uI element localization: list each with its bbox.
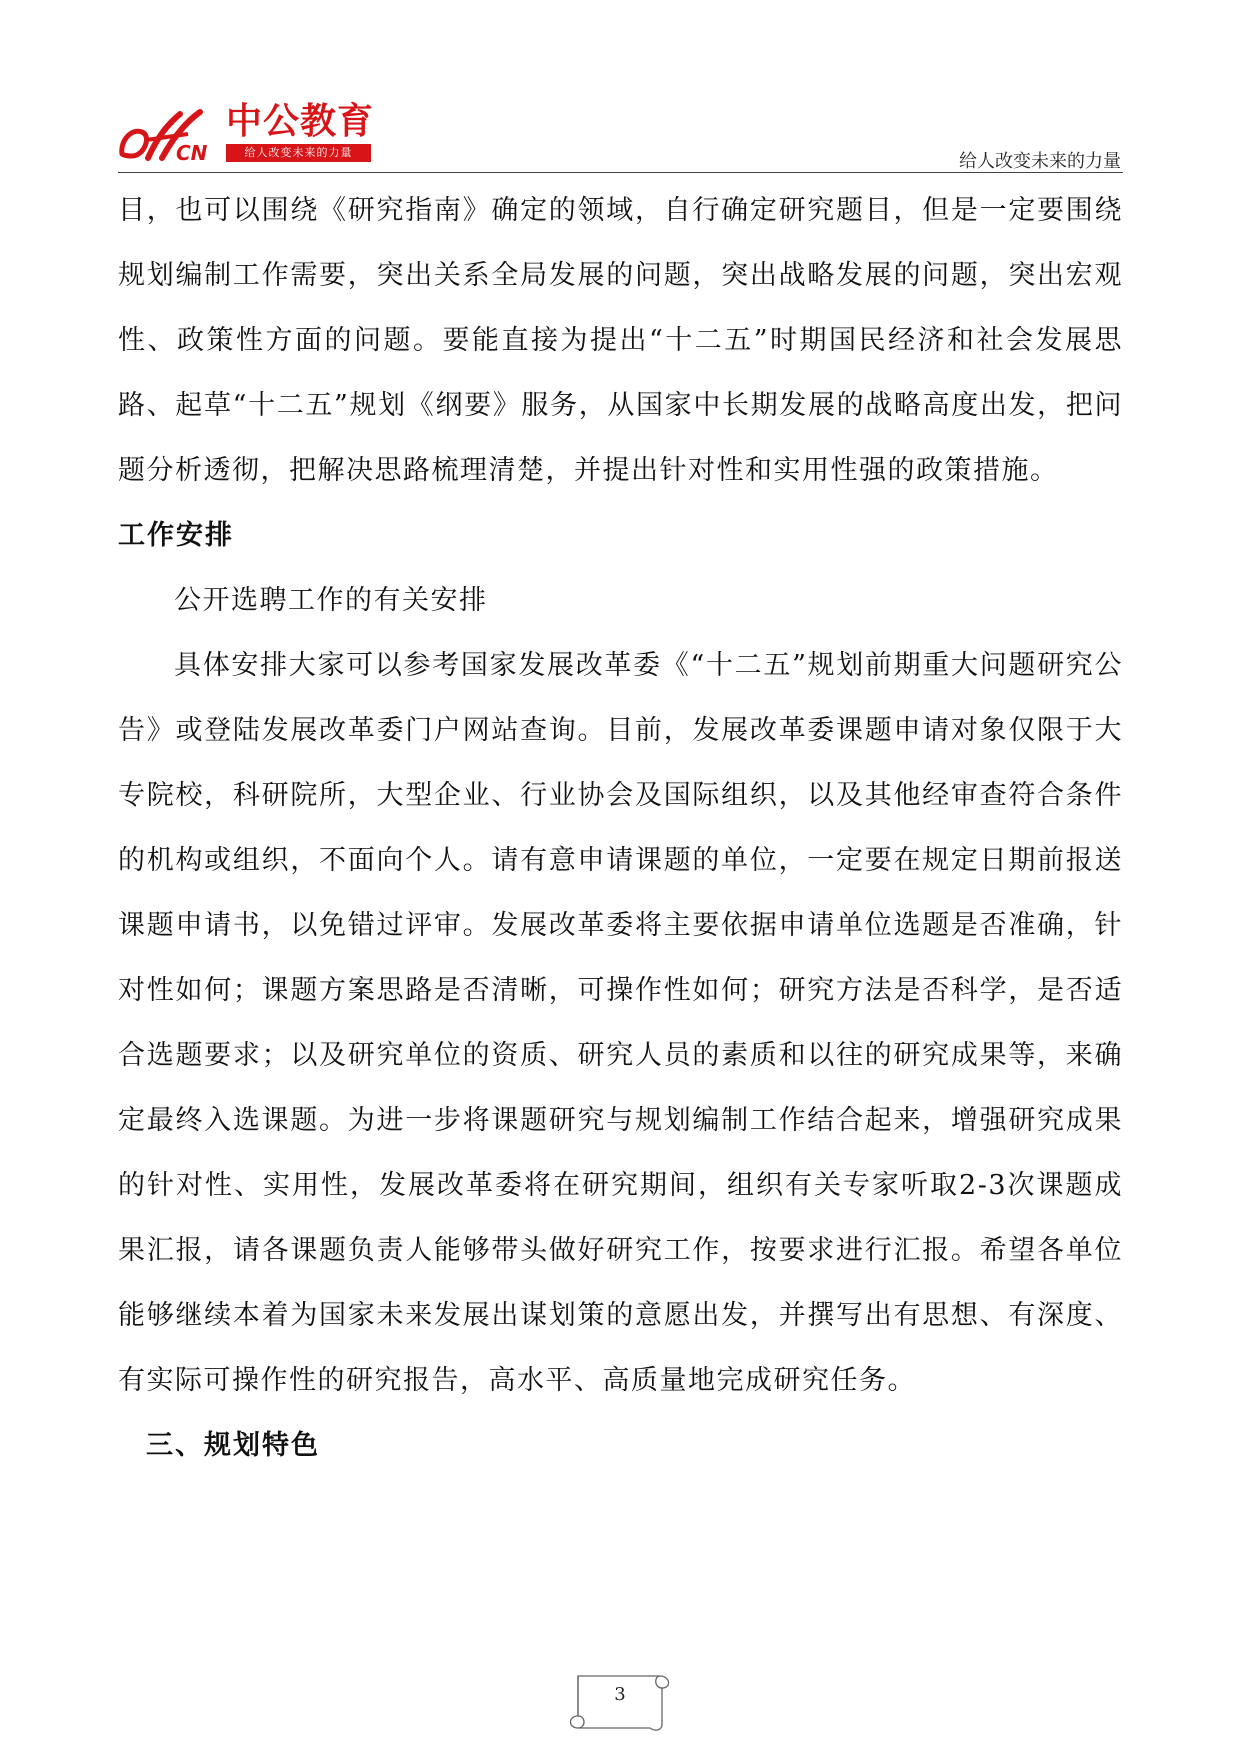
logo-tagline: 给人改变未来的力量 — [226, 144, 371, 162]
paragraph-research-topics: 目，也可以围绕《研究指南》确定的领域，自行确定研究题目，但是一定要围绕规划编制工作需要，突出关系全局发展的问题，突出战略发展的问题，突出宏观性、政策性方面的问题。要能直接为提出“十二五”时期国民经济和社会发展思路、起草“十二五”规划《纲要》服务，从国家中长期发展的战略高度出发，把问题分析透彻，把解决思路梳理清楚，并提出针对性和实用性强的政策措施。 — [118, 195, 1123, 486]
page-header — [0, 0, 1241, 180]
page-footer — [560, 1666, 680, 1736]
offcn-logo — [118, 102, 378, 168]
page-number: 3 — [614, 1684, 626, 1705]
section-heading-planning-features: 三、规划特色 — [146, 1430, 320, 1461]
section-heading-work-arrangement: 工作安排 — [118, 520, 234, 551]
offcn-wordmark-icon — [118, 106, 228, 164]
header-divider — [118, 172, 1123, 173]
paragraph-selection-arrangement: 公开选聘工作的有关安排 — [174, 585, 488, 616]
svg-text:CN: CN — [176, 141, 208, 164]
document-body — [118, 178, 1123, 1478]
header-slogan: 给人改变未来的力量 — [959, 151, 1121, 172]
logo-chinese-name: 中公教育 — [226, 101, 375, 142]
paragraph-arrangement-details: 具体安排大家可以参考国家发展改革委《“十二五”规划前期重大问题研究公告》或登陆发展改革委门户网站查询。目前，发展改革委课题申请对象仅限于大专院校，科研院所，大型企业、行业协会及国际组织，以及其他经审查符合条件的机构或组织，不面向个人。请有意申请课题的单位，一定要在规定日期前报送课题申请书，以免错过评审。发展改革委将主要依据申请单位选题是否准确，针对性如何；课题方案思路是否清晰，可操作性如何；研究方法是否科学，是否适合选题要求；以及研究单位的资质、研究人员的素质和以往的研究成果等，来确定最终入选课题。为进一步将课题研究与规划编制工作结合起来，增强研究成果的针对性、实用性，发展改革委将在研究期间，组织有关专家听取2-3次课题成果汇报，请各课题负责人能够带头做好研究工作，按要求进行汇报。希望各单位能够继续本着为国家未来发展出谋划策的意愿出发，并撰写出有思想、有深度、有实际可操作性的研究报告，高水平、高质量地完成研究任务。 — [118, 650, 1123, 1396]
